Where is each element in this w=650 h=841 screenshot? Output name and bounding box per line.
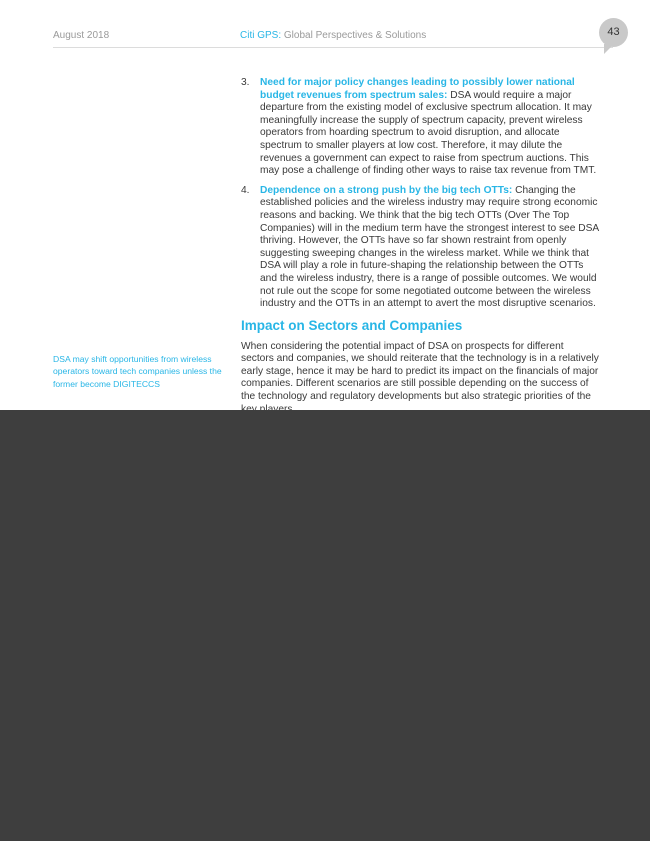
list-item [241,77,599,178]
dark-overlay-panel [0,410,650,841]
page-badge-tail [604,44,614,54]
list-item-number: 3. [241,77,250,88]
list-item-lead: Dependence on a strong push by the big tech OTTs: [260,184,513,196]
list-item-text: Changing the established policies and the wireless industry may require strong economic reasons and backing. We think that the big tech OTTs (Over The Top Companies) will in the medium term have the strongest interest to see DSA thriving. However, the OTTs have so far shown restraint from openly suggesting sweeping changes in the wireless market. While we think that DSA will play a role in future-shaping the relationship between the OTTs and the wireless industry, there is a range of possible outcomes. We would not rule out the scope for some negotiated outcome between the wireless industry and the OTTs in an attempt to avert the most disruptive scenarios. [260,184,599,310]
header-publication-title: Global Perspectives & Solutions [281,30,427,41]
section-heading: Impact on Sectors and Companies [241,317,463,333]
list-item [241,185,599,311]
header-date: August 2018 [53,30,110,41]
margin-note: DSA may shift opportunities from wireless operators toward tech companies unless the former become DIGITECCS [53,354,222,389]
list-item-lead: Need for major policy changes leading to possibly lower national budget revenues from spectrum sales: [260,77,575,101]
page-number-badge: 43 [599,18,628,47]
section-paragraph: When considering the potential impact of DSA on prospects for different sectors and companies, we should reiterate that the technology is in a relatively early stage, hence it may be hard to predict its impact on the financials of major companies. Different scenarios are still possible depending on the success of the technology and regulatory developments but also strategic priorities of the [241,340,599,403]
header-brand: Citi GPS: [240,30,282,41]
list-item-number: 4. [241,184,250,196]
main-content [241,77,599,416]
page-header [53,28,613,46]
list-item-text: DSA would require a major departure from the existing model of exclusive spectrum allocation. It may meaningfully increase the supply of spectrum capacity, prevent wireless operators from hoarding spectrum to avoid disruption, and allocate spectrum to smaller players at low cost. Therefore, it may dilute the revenues a government can expect to raise from spectrum auctions. This may pose a challenge of finding other ways to raise tax revenue from TMT. [260,89,597,177]
header-divider [53,47,613,48]
header-publication [240,30,426,41]
